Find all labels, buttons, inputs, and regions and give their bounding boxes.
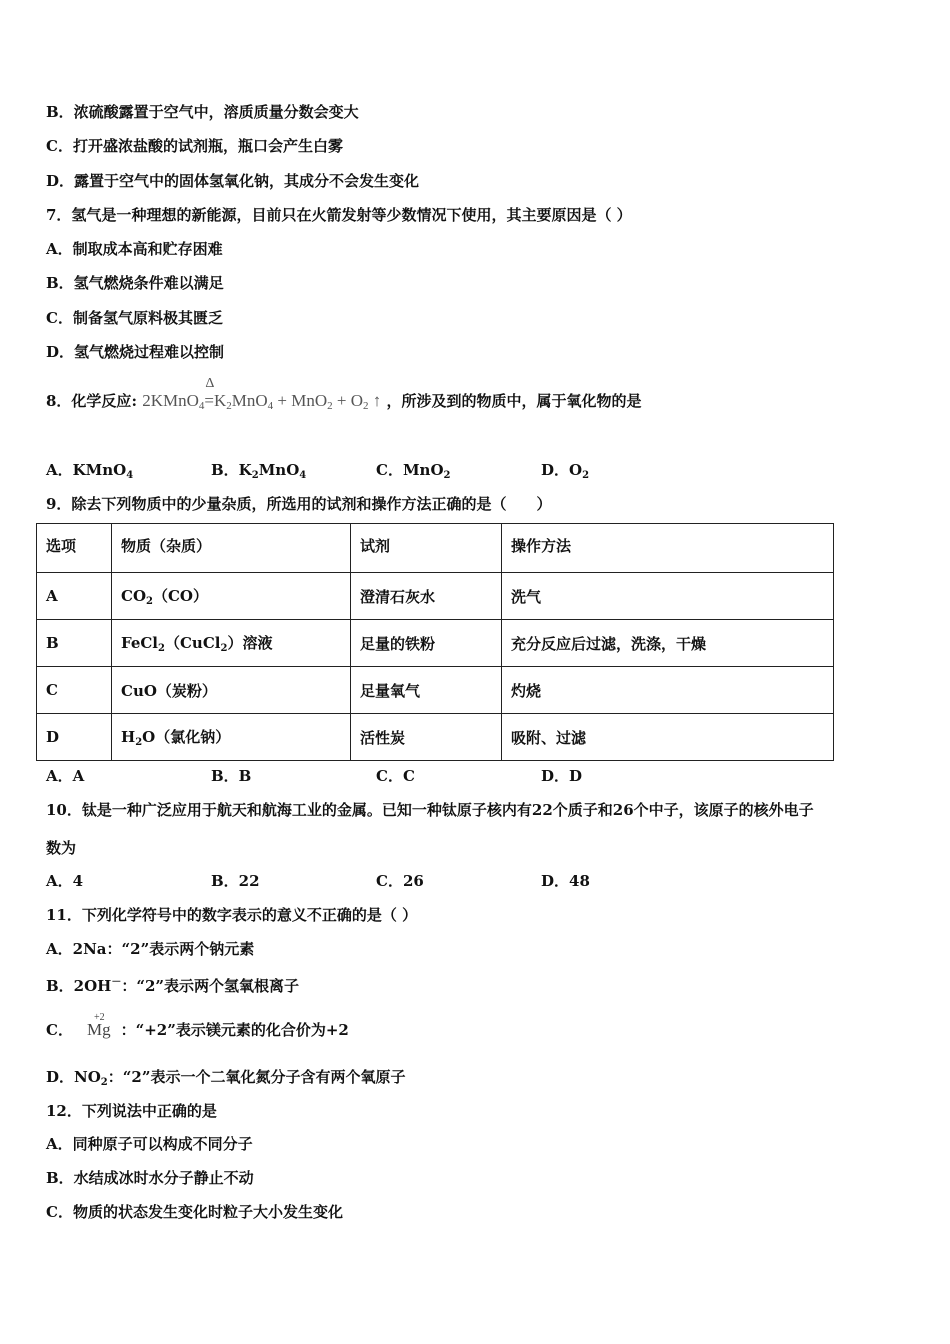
- q11-option-c: C． +2 Mg ：“+2”表示镁元素的化合价为+2: [46, 1012, 349, 1039]
- cell-reagent: 足量氧气: [351, 667, 502, 714]
- q6-option-d: D．露置于空气中的固体氢氧化钠，其成分不会发生变化: [46, 172, 420, 190]
- table-row: [37, 620, 834, 667]
- q9-option-c: C．C: [376, 767, 415, 785]
- q12-stem: 12．下列说法中正确的是: [46, 1102, 217, 1120]
- q10-stem-line1: 10．钛是一种广泛应用于航天和航海工业的金属。已知一种钛原子核内有22个质子和26个中子，该原子的核外电子: [46, 801, 814, 819]
- q10-stem-line2: 数为: [46, 839, 77, 857]
- q7-option-c: C．制备氢气原料极其匮乏: [46, 309, 223, 327]
- q8-stem: [46, 376, 642, 416]
- cell-method: 充分反应后过滤，洗涤，干燥: [502, 620, 834, 667]
- cell-option: A: [37, 573, 112, 620]
- heating-condition: Δ =: [204, 376, 215, 410]
- q7-option-a: A．制取成本高和贮存困难: [46, 240, 223, 258]
- q8-option-a: A．KMnO$_4$: [46, 461, 134, 481]
- q11-stem: 11．下列化学符号中的数字表示的意义不正确的是（ ）: [46, 906, 418, 924]
- q11-option-d: D．$NO_2$：“2”表示一个二氧化氮分子含有两个氧原子: [46, 1068, 406, 1088]
- q10-option-d: D．48: [541, 872, 590, 890]
- q9-option-d: D．D: [541, 767, 583, 785]
- q8-option-d: D．$O_2$: [541, 461, 590, 481]
- cell-option: D: [37, 714, 112, 761]
- cell-option: C: [37, 667, 112, 714]
- table-header-row: [37, 524, 834, 573]
- table-row: [37, 667, 834, 714]
- header-cell: 试剂: [351, 524, 502, 573]
- q10-option-c: C．26: [376, 872, 424, 890]
- cell-option: B: [37, 620, 112, 667]
- cell-substance: $H_2O$（氯化钠）: [112, 714, 351, 761]
- header-cell: 选项: [37, 524, 112, 573]
- q8-stem-start: 8．化学反应:: [46, 392, 137, 410]
- q12-option-b: B．水结成冰时水分子静止不动: [46, 1169, 254, 1187]
- mg-valence-symbol: +2 Mg: [86, 1012, 111, 1039]
- cell-method: 洗气: [502, 573, 834, 620]
- q10-option-b: B．22: [211, 872, 260, 890]
- q8-stem-end: ，所涉及到的物质中，属于氧化物的是: [386, 392, 642, 410]
- header-cell: 物质（杂质）: [112, 524, 351, 573]
- q11-option-b: B．2OH－：“2”表示两个氢氧根离子: [46, 977, 300, 995]
- q7-stem: 7．氢气是一种理想的新能源，目前只在火箭发射等少数情况下使用，其主要原因是（ ）: [46, 206, 632, 224]
- q7-option-b: B．氢气燃烧条件难以满足: [46, 274, 224, 292]
- table-row: [37, 573, 834, 620]
- q6-option-b: B．浓硫酸露置于空气中，溶质质量分数会变大: [46, 103, 359, 121]
- q8-option-c: C．MnO$_2$: [376, 461, 451, 481]
- cell-substance: CuO（炭粉）: [112, 667, 351, 714]
- q12-option-a: A．同种原子可以构成不同分子: [46, 1135, 253, 1153]
- cell-reagent: 澄清石灰水: [351, 573, 502, 620]
- cell-reagent: 足量的铁粉: [351, 620, 502, 667]
- cell-substance: $CO_2(CO)$: [112, 573, 351, 620]
- q9-option-b: B．B: [211, 767, 252, 785]
- q9-stem: 9．除去下列物质中的少量杂质，所选用的试剂和操作方法正确的是（ ）: [46, 495, 552, 513]
- q8-equation: 2KMnO$_4$ Δ $=K_2MnO_4 + MnO_2 + O_2$ ↑: [142, 376, 382, 412]
- q9-table: [36, 523, 834, 761]
- q6-option-c: C．打开盛浓盐酸的试剂瓶，瓶口会产生白雾: [46, 137, 343, 155]
- q10-option-a: A．4: [46, 872, 84, 890]
- cell-method: 吸附、过滤: [502, 714, 834, 761]
- q12-option-c: C．物质的状态发生变化时粒子大小发生变化: [46, 1203, 343, 1221]
- q8-option-b: B．$K_2MnO_4$: [211, 461, 307, 481]
- cell-method: 灼烧: [502, 667, 834, 714]
- table-row: [37, 714, 834, 761]
- q9-option-a: A．A: [46, 767, 85, 785]
- header-cell: 操作方法: [502, 524, 834, 573]
- cell-substance: FeCl$_2$（CuCl$_2$）溶液: [112, 620, 351, 667]
- q7-option-d: D．氢气燃烧过程难以控制: [46, 343, 225, 361]
- cell-reagent: 活性炭: [351, 714, 502, 761]
- q11-option-a: A．2Na：“2”表示两个钠元素: [46, 940, 255, 958]
